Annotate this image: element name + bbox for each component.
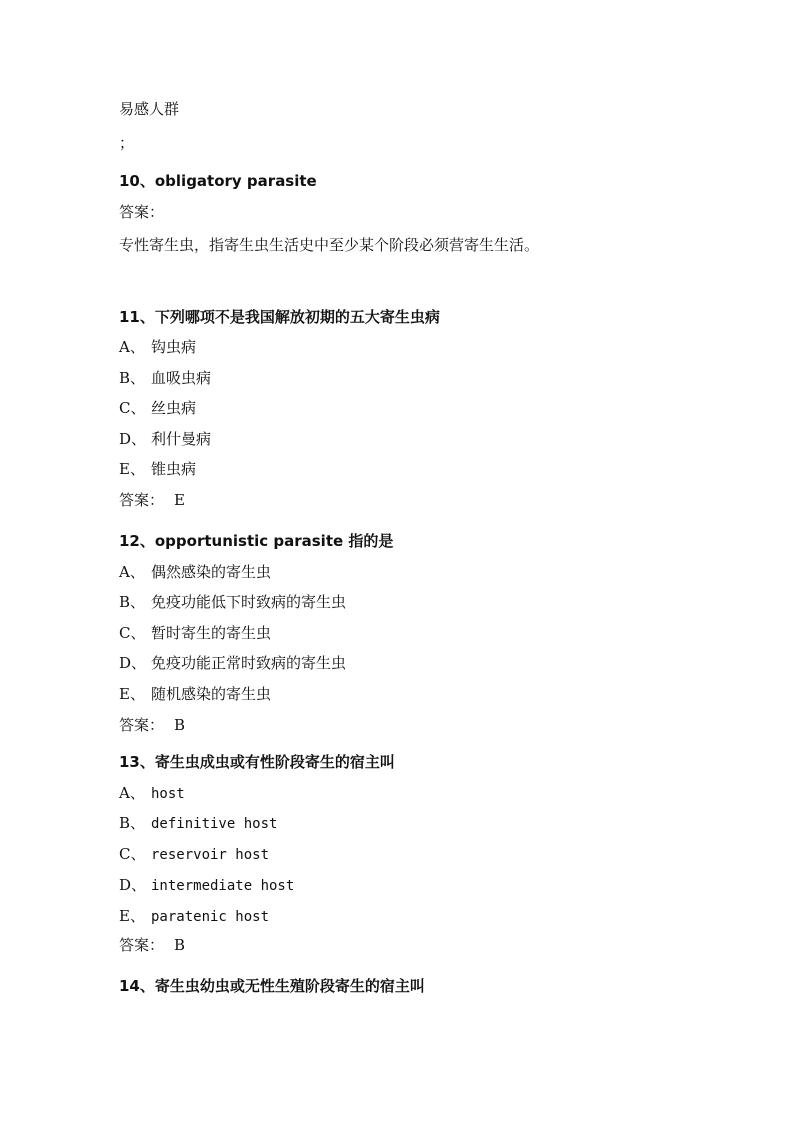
- question-13-option-e: [119, 906, 269, 927]
- question-11-option-e: [119, 459, 196, 479]
- answer-value: E: [174, 491, 185, 509]
- question-10-answer-text: 专性寄生虫，指寄生虫生活史中至少某个阶段必须营寄生生活。: [119, 236, 540, 254]
- option-text: 暂时寄生的寄生虫: [151, 624, 272, 642]
- intro-punct: ；: [119, 134, 135, 152]
- answer-value: B: [174, 936, 186, 954]
- question-11-option-a: [119, 337, 196, 357]
- option-label: C、: [119, 624, 146, 642]
- question-12-option-d: [119, 653, 346, 673]
- question-13-answer: [119, 935, 185, 955]
- option-label: B、: [119, 369, 146, 387]
- answer-label: 答案：: [119, 716, 165, 734]
- option-label: B、: [119, 814, 146, 832]
- option-label: B、: [119, 593, 146, 611]
- option-text: paratenic host: [151, 909, 270, 925]
- question-13-option-c: [119, 844, 269, 865]
- option-text: 钩虫病: [151, 338, 197, 356]
- question-13-option-b: [119, 813, 277, 834]
- option-text: host: [151, 786, 185, 802]
- question-11-answer: [119, 490, 185, 510]
- question-12-option-a: [119, 562, 271, 582]
- question-12-title: 12、opportunistic parasite 指的是: [119, 532, 394, 550]
- answer-label: 答案：: [119, 936, 165, 954]
- question-11-option-c: [119, 398, 196, 418]
- option-label: D、: [119, 430, 147, 448]
- question-11-option-b: [119, 368, 211, 388]
- option-text: 锥虫病: [151, 460, 197, 478]
- option-label: E、: [119, 907, 145, 925]
- question-10-answer-label: 答案：: [119, 203, 165, 221]
- answer-label: 答案：: [119, 491, 165, 509]
- option-label: A、: [119, 784, 145, 802]
- question-13-option-d: [119, 875, 294, 896]
- question-14-title: 14、寄生虫幼虫或无性生殖阶段寄生的宿主叫: [119, 977, 425, 995]
- question-11-option-d: [119, 429, 211, 449]
- option-label: A、: [119, 338, 145, 356]
- question-12-answer: [119, 715, 185, 735]
- option-label: E、: [119, 685, 145, 703]
- question-13-option-a: [119, 783, 185, 804]
- question-12-option-b: [119, 592, 346, 612]
- option-label: C、: [119, 399, 146, 417]
- question-11-title: 11、下列哪项不是我国解放初期的五大寄生虫病: [119, 308, 440, 326]
- option-label: E、: [119, 460, 145, 478]
- question-12-option-c: [119, 623, 271, 643]
- option-label: D、: [119, 876, 147, 894]
- option-text: 血吸虫病: [151, 369, 212, 387]
- option-text: definitive host: [151, 816, 278, 832]
- option-text: 利什曼病: [151, 430, 212, 448]
- option-label: D、: [119, 654, 147, 672]
- option-text: 随机感染的寄生虫: [151, 685, 272, 703]
- option-text: reservoir host: [151, 847, 270, 863]
- option-label: C、: [119, 845, 146, 863]
- option-text: 免疫功能低下时致病的寄生虫: [151, 593, 347, 611]
- intro-term: 易感人群: [119, 100, 180, 118]
- option-label: A、: [119, 563, 145, 581]
- option-text: 免疫功能正常时致病的寄生虫: [151, 654, 347, 672]
- question-10-title: 10、obligatory parasite: [119, 172, 317, 190]
- option-text: intermediate host: [151, 878, 295, 894]
- question-12-option-e: [119, 684, 271, 704]
- option-text: 偶然感染的寄生虫: [151, 563, 272, 581]
- question-13-title: 13、寄生虫成虫或有性阶段寄生的宿主叫: [119, 753, 395, 771]
- option-text: 丝虫病: [151, 399, 197, 417]
- answer-value: B: [174, 716, 186, 734]
